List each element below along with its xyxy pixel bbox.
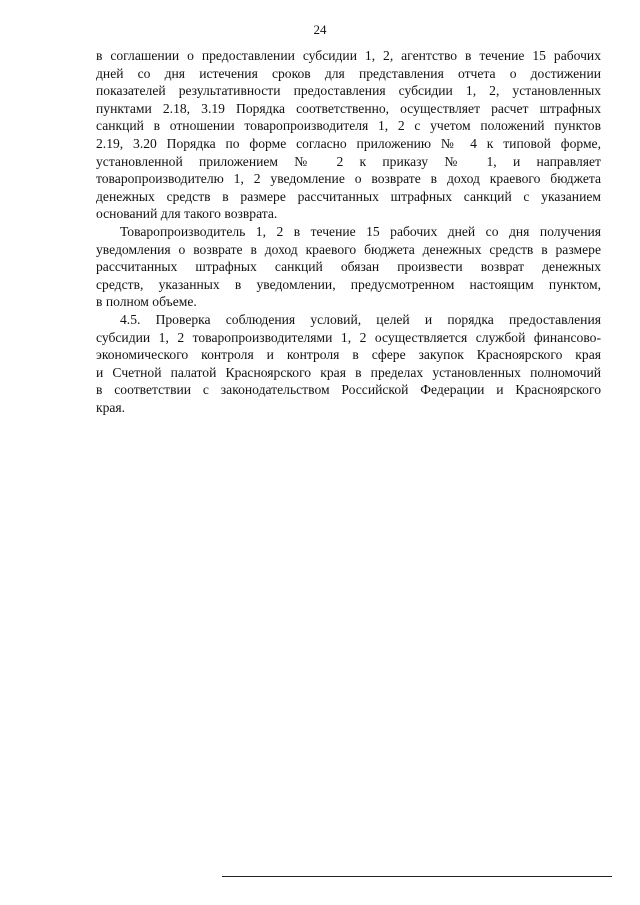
paragraph [96,223,601,311]
text-line: товаропроизводителю 1, 2 уведомление о возврате в доход краевого бюджета [96,171,601,187]
footer-rule [222,876,612,877]
text-line: в полном объеме. [96,294,197,310]
page-number: 24 [313,22,327,37]
text-line: субсидии 1, 2 товаропроизводителями 1, 2 осуществляется службой финансово- [96,329,601,345]
text-line: уведомления о возврате в доход краевого бюджета денежных средств в размере [96,241,601,257]
text-line: рассчитанных штрафных санкций обязан произвести возврат денежных [96,259,601,275]
text-line: в соглашении о предоставлении субсидии 1, 2, агентство в течение 15 рабочих [96,48,601,63]
text-line: 4.5. Проверка соблюдения условий, целей и порядка предоставления [120,311,601,327]
text-line: пунктами 2.18, 3.19 Порядка соответственно, осуществляет расчет штрафных [96,100,601,116]
text-line: Товаропроизводитель 1, 2 в течение 15 рабочих дней со дня получения [120,223,601,239]
paragraph [96,47,601,223]
text-line: экономического контроля и контроля в сфере закупок Красноярского края [96,347,601,363]
text-line: установленной приложением № 2 к приказу № 1, и направляет [96,153,601,169]
text-line: санкций в отношении товаропроизводителя 1, 2 с учетом положений пунктов [96,118,601,134]
paragraph [96,311,601,417]
text-line: денежных средств в размере рассчитанных штрафных санкций с указанием [96,188,601,204]
text-line: дней со дня истечения сроков для представления отчета о достижении [96,65,601,81]
text-line: средств, указанных в уведомлении, предусмотренном настоящим пунктом, [96,276,601,292]
text-line: в соответствии с законодательством Российской Федерации и Красноярского [96,382,601,398]
text-line: оснований для такого возврата. [96,206,278,222]
text-line: показателей результативности предоставления субсидии 1, 2, установленных [96,83,601,99]
document-body [96,47,601,416]
text-line: края. [96,399,126,415]
text-line: и Счетной палатой Красноярского края в пределах установленных полномочий [96,364,601,380]
text-line: 2.19, 3.20 Порядка по форме согласно приложению № 4 к типовой форме, [96,135,601,151]
